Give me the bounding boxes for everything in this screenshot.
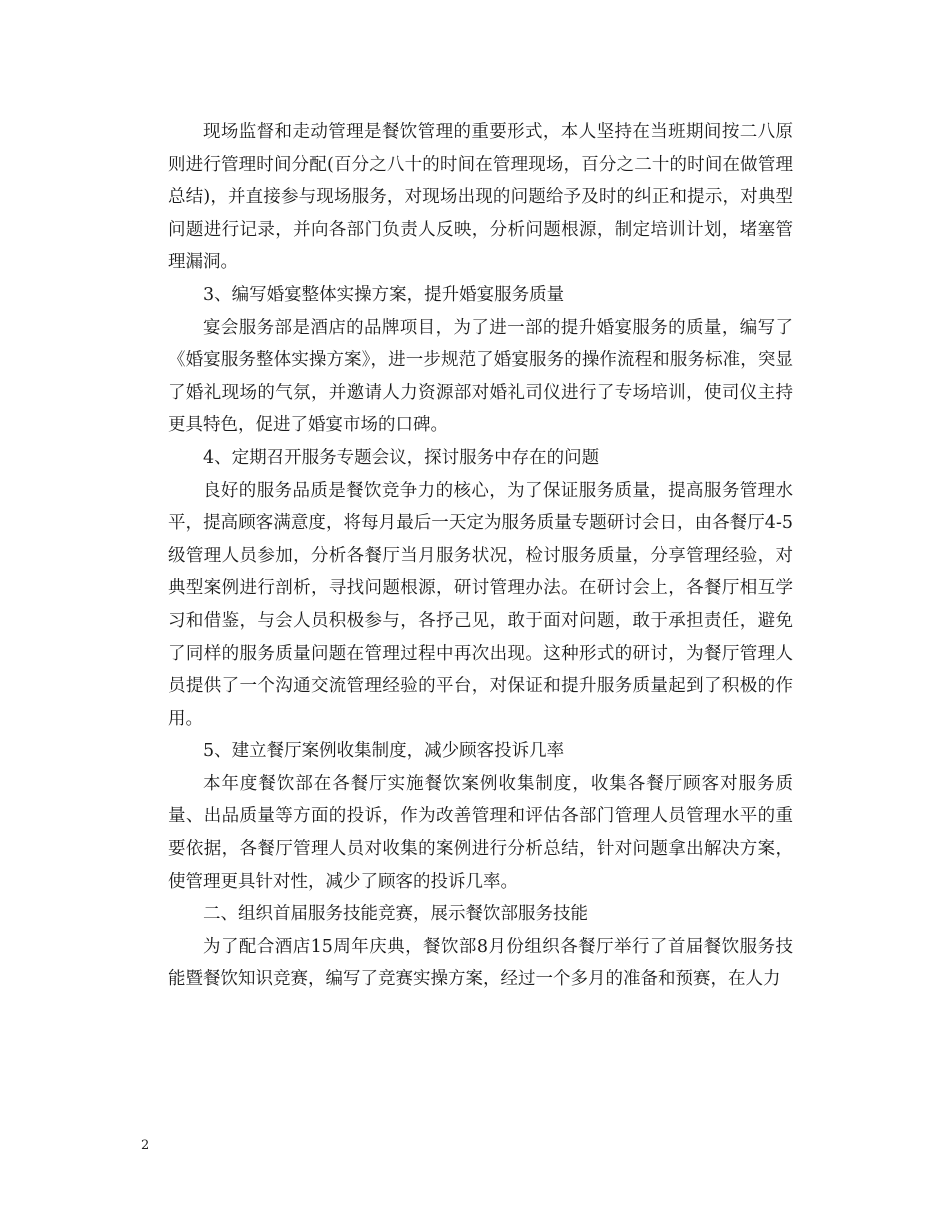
document-body (168, 116, 793, 996)
paragraph-site-supervision: 现场监督和走动管理是餐饮管理的重要形式，本人坚持在当班期间按二八原则进行管理时间分配(百分之八十的时间在管理现场，百分之二十的时间在做管理总结)，并直接参与现场服务，对现场出现的问题给予及时的纠正和提示，对典型问题进行记录，并向各部门负责人反映，分析问题根源，制定培训计划，堵塞管理漏洞。 (168, 122, 793, 273)
section-heading-4: 4、定期召开服务专题会议，探讨服务中存在的问题 (203, 447, 600, 468)
paragraph-banquet-plan: 宴会服务部是酒店的品牌项目，为了进一部的提升婚宴服务的质量，编写了《婚宴服务整体实操方案》，进一步规范了婚宴服务的操作流程和服务标准，突显了婚礼现场的气氛，并邀请人力资源部对婚礼司仪进行了专场培训，使司仪主持更具特色，促进了婚宴市场的口碑。 (168, 317, 793, 436)
paragraph-service-meetings: 良好的服务品质是餐饮竞争力的核心，为了保证服务质量，提高服务管理水平，提高顾客满意度，将每月最后一天定为服务质量专题研讨会日，由各餐厅4-5级管理人员参加，分析各餐厅当月服务状况，检讨服务质量，分享管理经验，对典型案例进行剖析，寻找问题根源，研讨管理办法。在研讨会上，各餐厅相互学习和借鉴，与会人员积极参与，各抒己见，敢于面对问题，敢于承担责任，避免了同样的服务质量问题在管理过程中再次出现。这种形式的研讨，为餐厅管理人员提供了一个沟通交流管理经验的平台，对保证和提升服务质量起到了积极的作用。 (168, 480, 793, 729)
paragraph-case-collection: 本年度餐饮部在各餐厅实施餐饮案例收集制度，收集各餐厅顾客对服务质量、出品质量等方面的投诉，作为改善管理和评估各部门管理人员管理水平的重要依据，各餐厅管理人员对收集的案例进行分析总结，针对问题拿出解决方案，使管理更具针对性，减少了顾客的投诉几率。 (168, 773, 793, 892)
section-heading-3: 3、编写婚宴整体实操方案，提升婚宴服务质量 (203, 284, 565, 305)
paragraph-skills-competition: 为了配合酒店15周年庆典，餐饮部8月份组织各餐厅举行了首届餐饮服务技能暨餐饮知识竞赛，编写了竞赛实操方案，经过一个多月的准备和预赛，在人力 (168, 936, 793, 990)
page-number: 2 (141, 1138, 150, 1153)
section-heading-5: 5、建立餐厅案例收集制度，减少顾客投诉几率 (203, 741, 565, 762)
section-heading-part-2: 二、组织首届服务技能竞赛，展示餐饮部服务技能 (203, 904, 588, 925)
